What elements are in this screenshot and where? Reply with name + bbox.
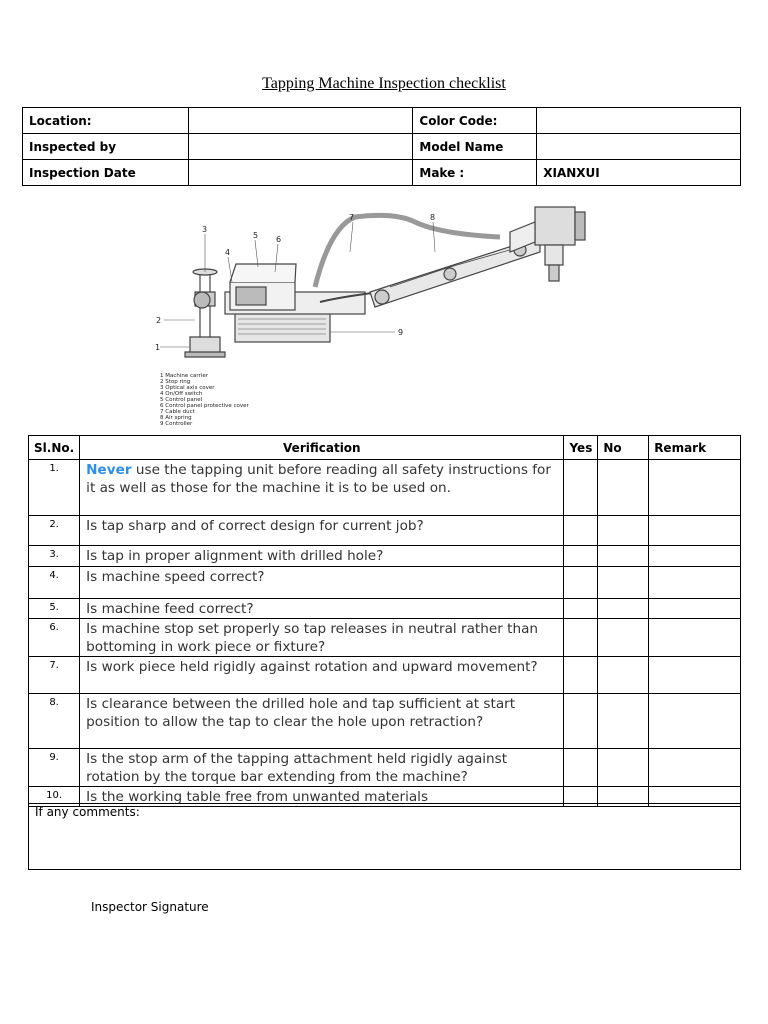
legend-item-6: 6 Control panel protective cover: [160, 403, 249, 409]
row-number: 2.: [29, 516, 80, 546]
comments-label: If any comments:: [35, 805, 140, 819]
table-row: [29, 657, 741, 694]
info-table: [22, 107, 741, 186]
location-field[interactable]: [188, 108, 413, 134]
table-row: [29, 460, 741, 516]
table-row: [29, 749, 741, 787]
table-row: [29, 546, 741, 567]
legend-item-5: 5 Control panel: [160, 397, 203, 403]
verification-text: Is tap sharp and of correct design for current job?: [80, 516, 564, 546]
legend-item-3: 3 Optical axis cover: [160, 385, 215, 391]
machine-diagram: [150, 192, 592, 432]
verification-text: [80, 460, 564, 516]
legend-item-7: 7 Cable duct: [160, 409, 195, 415]
row-number: 3.: [29, 546, 80, 567]
row-number: 5.: [29, 599, 80, 619]
verification-text: Is machine feed correct?: [80, 599, 564, 619]
color-code-field[interactable]: [537, 108, 741, 134]
make-label: Make :: [413, 160, 537, 186]
verification-text: Is machine speed correct?: [80, 567, 564, 599]
remark-cell[interactable]: [649, 619, 741, 657]
never-emphasis: Never: [86, 462, 132, 478]
table-row: [29, 694, 741, 749]
header-no: No: [598, 436, 649, 460]
remark-cell[interactable]: [649, 749, 741, 787]
no-cell[interactable]: [598, 749, 649, 787]
callout-8: 8: [430, 213, 436, 222]
no-cell[interactable]: [598, 567, 649, 599]
yes-cell[interactable]: [564, 599, 598, 619]
table-row: [29, 567, 741, 599]
info-row-inspection-date: [23, 160, 741, 186]
page-title: Tapping Machine Inspection checklist: [262, 75, 506, 92]
legend-item-1: 1 Machine carrier: [160, 373, 209, 379]
legend-item-9: 9 Controller: [160, 421, 193, 427]
remark-cell[interactable]: [649, 546, 741, 567]
remark-cell[interactable]: [649, 657, 741, 694]
remark-cell[interactable]: [649, 460, 741, 516]
verification-text: Is tap in proper alignment with drilled hole?: [80, 546, 564, 567]
callout-6: 6: [276, 235, 282, 244]
remark-cell[interactable]: [649, 599, 741, 619]
no-cell[interactable]: [598, 657, 649, 694]
legend-item-2: 2 Stop ring: [160, 379, 191, 385]
inspection-date-label: Inspection Date: [23, 160, 189, 186]
header-yes: Yes: [564, 436, 598, 460]
legend-item-8: 8 Air spring: [160, 415, 192, 421]
row-number: 4.: [29, 567, 80, 599]
callout-9: 9: [398, 328, 404, 337]
checklist-table: [28, 435, 741, 807]
no-cell[interactable]: [598, 546, 649, 567]
callout-7: 7: [349, 213, 355, 222]
yes-cell[interactable]: [564, 516, 598, 546]
yes-cell[interactable]: [564, 619, 598, 657]
header-remark: Remark: [649, 436, 741, 460]
yes-cell[interactable]: [564, 460, 598, 516]
row-number: 7.: [29, 657, 80, 694]
remark-cell[interactable]: [649, 567, 741, 599]
table-row: [29, 599, 741, 619]
inspector-signature-label: Inspector Signature: [91, 900, 209, 914]
no-cell[interactable]: [598, 694, 649, 749]
verification-text: Is the working table free from unwanted materials: [80, 787, 564, 807]
callout-2: 2: [156, 316, 162, 325]
info-row-inspected-by: [23, 134, 741, 160]
checklist-header-row: [29, 436, 741, 460]
table-row: [29, 516, 741, 546]
no-cell[interactable]: [598, 460, 649, 516]
callout-5: 5: [253, 231, 259, 240]
model-name-label: Model Name: [413, 134, 537, 160]
no-cell[interactable]: [598, 619, 649, 657]
row-number: 1.: [29, 460, 80, 516]
callout-3: 3: [202, 225, 208, 234]
info-row-location: [23, 108, 741, 134]
no-cell[interactable]: [598, 516, 649, 546]
row-number: 10.: [29, 787, 80, 807]
no-cell[interactable]: [598, 599, 649, 619]
model-name-field[interactable]: [537, 134, 741, 160]
header-slno: Sl.No.: [29, 436, 80, 460]
verification-text: Is clearance between the drilled hole and tap sufficient at start position to allow the tap to clear the hole upon retraction?: [80, 694, 564, 749]
location-label: Location:: [23, 108, 189, 134]
row-number: 8.: [29, 694, 80, 749]
inspected-by-field[interactable]: [188, 134, 413, 160]
row-number: 9.: [29, 749, 80, 787]
inspected-by-label: Inspected by: [23, 134, 189, 160]
callout-4: 4: [225, 248, 231, 257]
callout-1: 1: [155, 343, 161, 352]
color-code-label: Color Code:: [413, 108, 537, 134]
verification-text-rest: use the tapping unit before reading all safety instructions for it as well as those for the machine it is to be used on.: [86, 462, 551, 496]
yes-cell[interactable]: [564, 749, 598, 787]
make-value[interactable]: XIANXUI: [537, 160, 741, 186]
verification-text: Is machine stop set properly so tap releases in neutral rather than bottoming in work piece or fixture?: [80, 619, 564, 657]
header-verification: Verification: [80, 436, 564, 460]
verification-text: Is work piece held rigidly against rotation and upward movement?: [80, 657, 564, 694]
row-number: 6.: [29, 619, 80, 657]
yes-cell[interactable]: [564, 546, 598, 567]
legend-item-4: 4 On/Off switch: [160, 391, 203, 397]
remark-cell[interactable]: [649, 516, 741, 546]
remark-cell[interactable]: [649, 694, 741, 749]
comments-box[interactable]: [28, 803, 741, 870]
table-row: [29, 619, 741, 657]
yes-cell[interactable]: [564, 694, 598, 749]
inspection-date-field[interactable]: [188, 160, 413, 186]
yes-cell[interactable]: [564, 657, 598, 694]
verification-text: Is the stop arm of the tapping attachment held rigidly against rotation by the torque bar extending from the machine?: [80, 749, 564, 787]
yes-cell[interactable]: [564, 567, 598, 599]
